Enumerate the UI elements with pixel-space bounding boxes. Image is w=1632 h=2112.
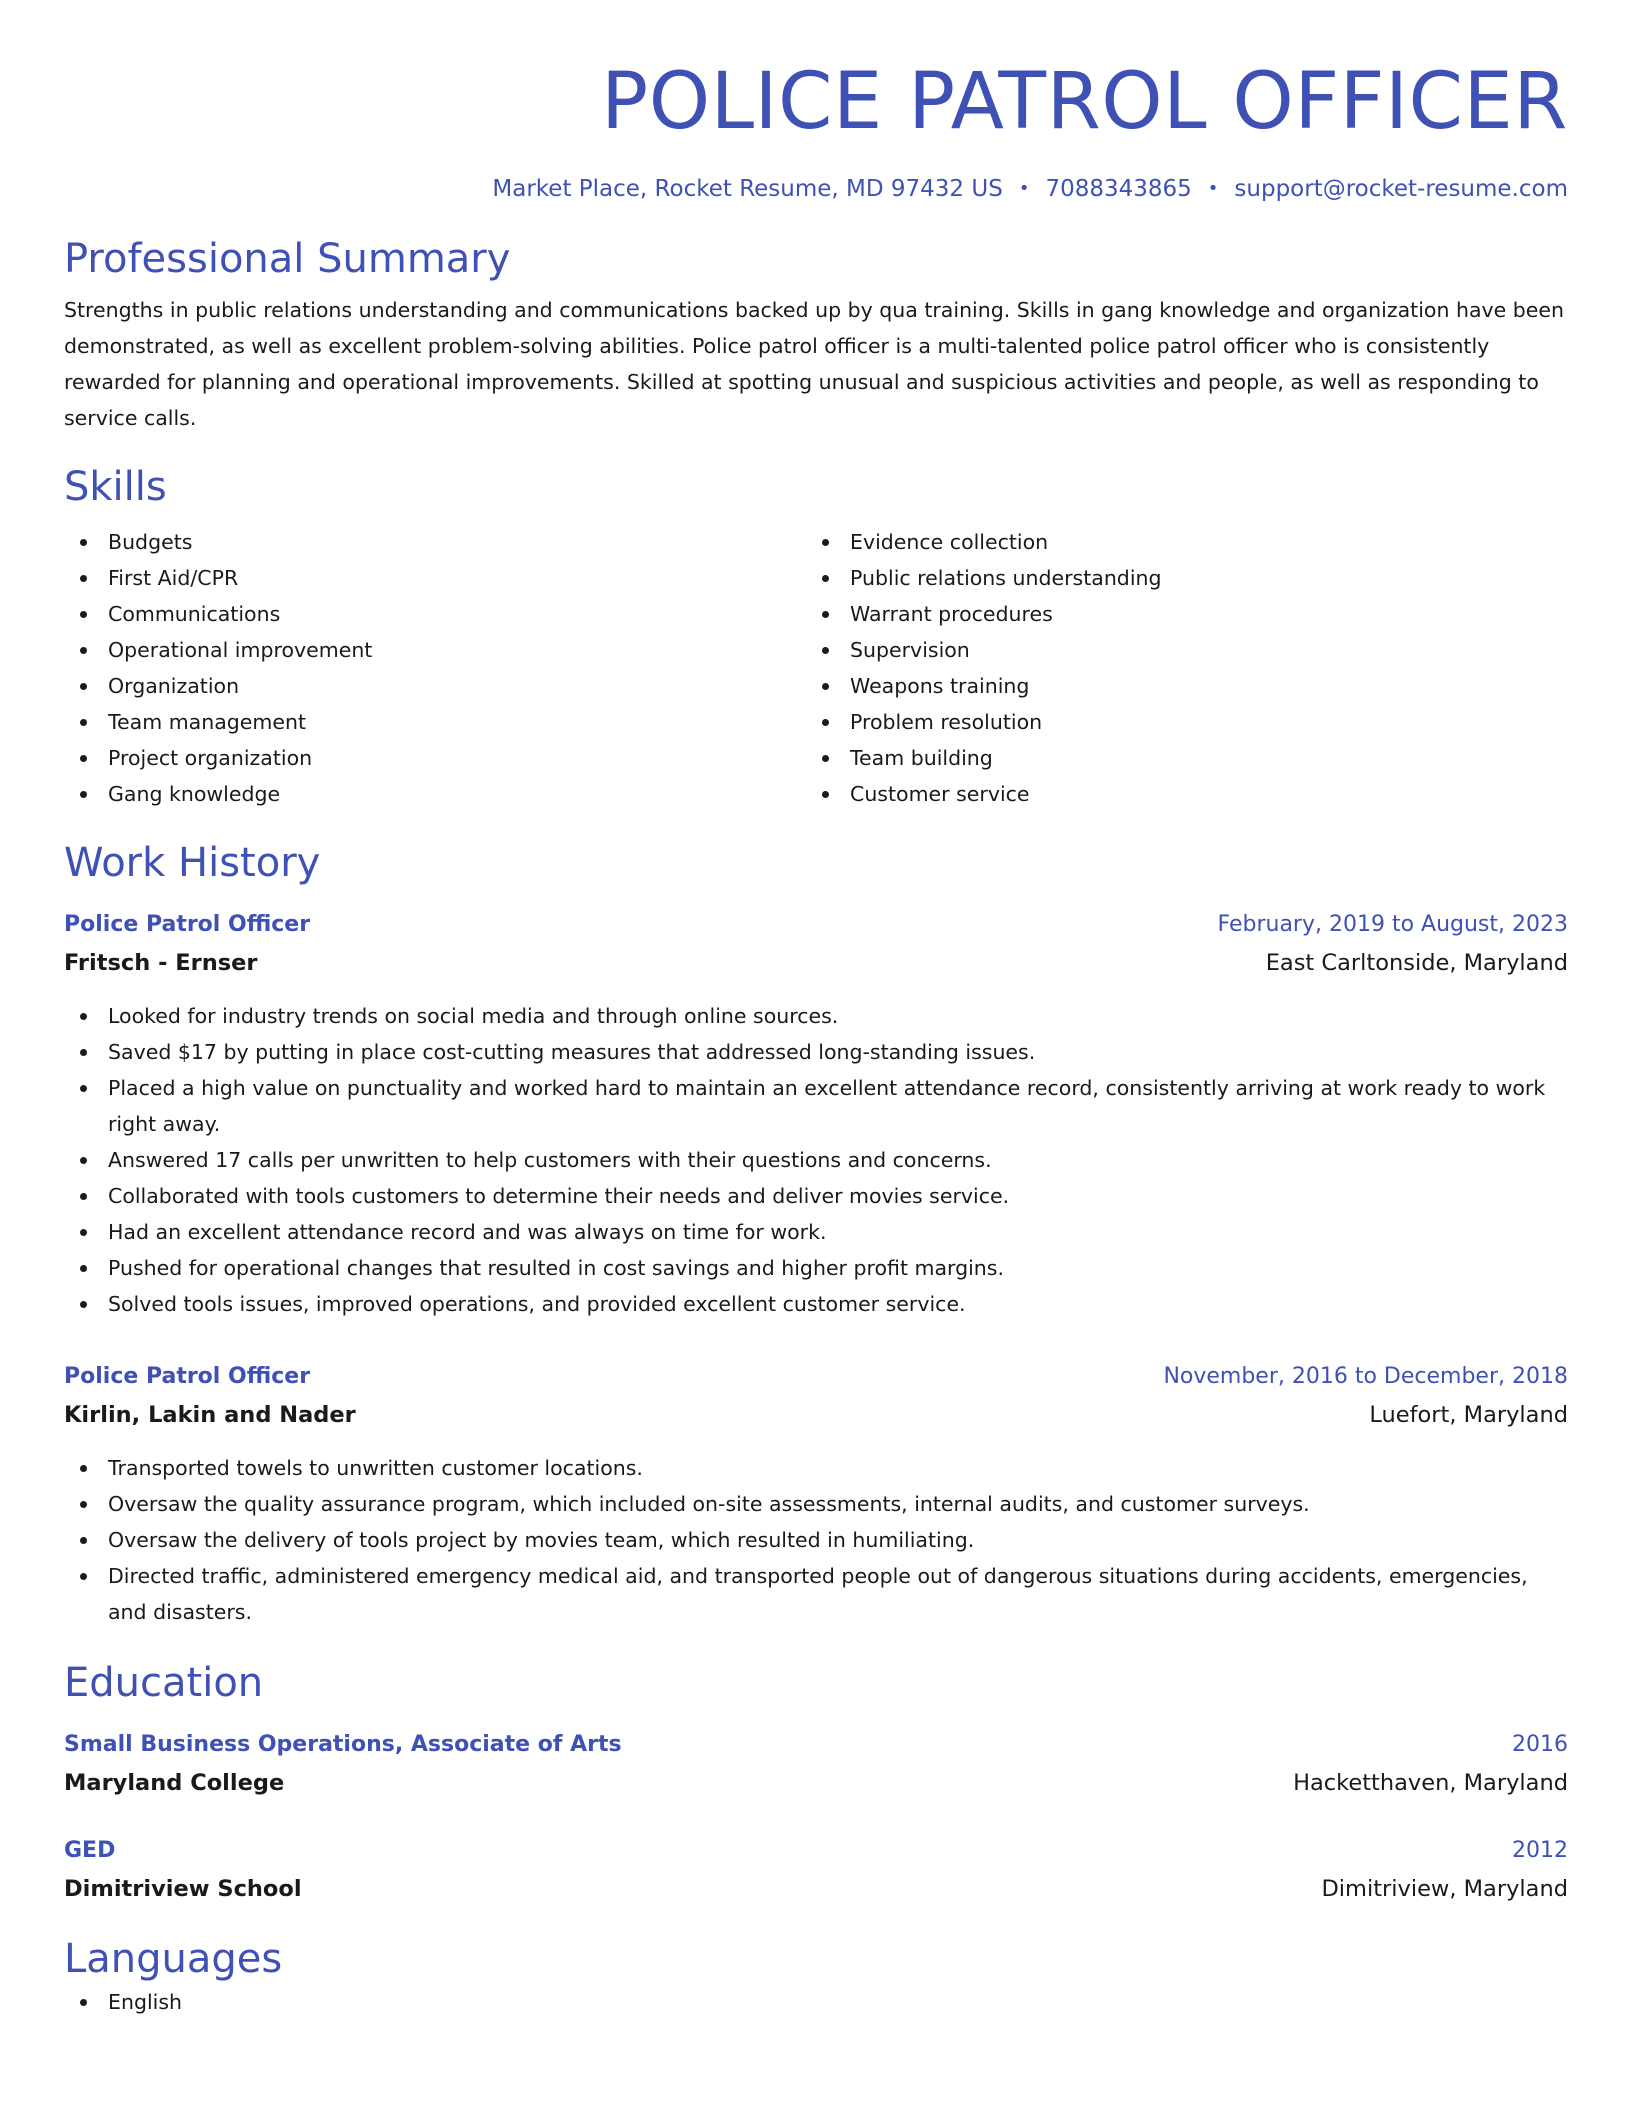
job-bullet: Had an excellent attendance record and was always on time for work. <box>64 1214 1568 1250</box>
skill-item: Customer service <box>806 776 1566 812</box>
education-degree: GED <box>64 1838 116 1863</box>
skill-item: Evidence collection <box>806 524 1566 560</box>
education-degree: Small Business Operations, Associate of Arts <box>64 1732 622 1757</box>
summary-text: Strengths in public relations understanding and communications backed up by qua training. Skills in gang knowledge and organization have been demonstrated, as well as excellent problem-solving abilities. Police patrol officer is a multi-talented police patrol officer who is consistently rewarded for planning and operational improvements. Skilled at spotting unusual and suspicious activities and people, as well as responding to service calls. <box>64 298 1565 430</box>
education-header-row <box>64 1832 1568 1870</box>
skill-item: Public relations understanding <box>806 560 1566 596</box>
education-location: Dimitriview, Maryland <box>1321 1876 1568 1902</box>
skills-heading: Skills <box>64 464 167 510</box>
job-title: Police Patrol Officer <box>64 1364 311 1389</box>
education-school-row <box>64 1764 1568 1802</box>
work-history-heading: Work History <box>64 840 321 886</box>
languages-list <box>64 1984 1568 2020</box>
skill-item: Team management <box>64 704 806 740</box>
job-bullet: Saved $17 by putting in place cost-cutting measures that addressed long-standing issues. <box>64 1034 1568 1070</box>
skill-item: Weapons training <box>806 668 1566 704</box>
skill-item: Operational improvement <box>64 632 806 668</box>
education-entry <box>64 1726 1568 1802</box>
education-entry <box>64 1832 1568 1908</box>
job-header-row <box>64 1358 1568 1396</box>
skill-item: Team building <box>806 740 1566 776</box>
skill-item: Budgets <box>64 524 806 560</box>
job-bullet: Collaborated with tools customers to determine their needs and deliver movies service. <box>64 1178 1568 1214</box>
skills-list <box>64 524 1568 812</box>
contact-address: Market Place, Rocket Resume, MD 97432 US <box>492 176 1003 202</box>
skill-item: First Aid/CPR <box>64 560 806 596</box>
language-item: English <box>64 1984 1568 2020</box>
skill-item: Warrant procedures <box>806 596 1566 632</box>
job-location: Luefort, Maryland <box>1369 1402 1568 1428</box>
education-heading: Education <box>64 1660 264 1706</box>
job-company: Fritsch - Ernser <box>64 950 258 976</box>
skill-item: Supervision <box>806 632 1566 668</box>
summary-heading: Professional Summary <box>64 236 511 282</box>
contact-separator: • <box>1207 178 1219 199</box>
job-bullets <box>64 1450 1568 1630</box>
job-entry <box>64 1358 1568 1630</box>
contact-separator: • <box>1018 178 1030 199</box>
job-header-row <box>64 906 1568 944</box>
job-bullets <box>64 998 1568 1322</box>
skill-item: Problem resolution <box>806 704 1566 740</box>
skills-column-right <box>806 524 1566 812</box>
job-entry <box>64 906 1568 1322</box>
job-bullet: Placed a high value on punctuality and worked hard to maintain an excellent attendance record, consistently arriving at work ready to work right away. <box>64 1070 1568 1142</box>
languages-heading: Languages <box>64 1936 283 1982</box>
education-school: Dimitriview School <box>64 1876 302 1902</box>
job-title: Police Patrol Officer <box>64 912 311 937</box>
job-bullet: Pushed for operational changes that resulted in cost savings and higher profit margins. <box>64 1250 1568 1286</box>
contact-line <box>64 172 1568 206</box>
resume-title: POLICE PATROL OFFICER <box>601 57 1568 147</box>
job-company-row <box>64 1396 1568 1434</box>
education-year: 2016 <box>1512 1732 1568 1757</box>
education-location: Hacketthaven, Maryland <box>1293 1770 1568 1796</box>
job-dates: February, 2019 to August, 2023 <box>1217 912 1568 937</box>
skill-item: Gang knowledge <box>64 776 806 812</box>
education-school: Maryland College <box>64 1770 285 1796</box>
education-school-row <box>64 1870 1568 1908</box>
job-bullet: Looked for industry trends on social media and through online sources. <box>64 998 1568 1034</box>
job-bullet: Oversaw the delivery of tools project by movies team, which resulted in humiliating. <box>64 1522 1568 1558</box>
skill-item: Project organization <box>64 740 806 776</box>
job-location: East Carltonside, Maryland <box>1265 950 1568 976</box>
skills-column-left <box>64 524 806 812</box>
education-year: 2012 <box>1512 1838 1568 1863</box>
contact-email: support@rocket-resume.com <box>1234 176 1568 202</box>
contact-phone: 7088343865 <box>1045 176 1192 202</box>
job-bullet: Answered 17 calls per unwritten to help customers with their questions and concerns. <box>64 1142 1568 1178</box>
skill-item: Communications <box>64 596 806 632</box>
job-company: Kirlin, Lakin and Nader <box>64 1402 356 1428</box>
job-dates: November, 2016 to December, 2018 <box>1163 1364 1568 1389</box>
education-header-row <box>64 1726 1568 1764</box>
job-bullet: Solved tools issues, improved operations, and provided excellent customer service. <box>64 1286 1568 1322</box>
job-bullet: Transported towels to unwritten customer locations. <box>64 1450 1568 1486</box>
job-company-row <box>64 944 1568 982</box>
skill-item: Organization <box>64 668 806 704</box>
job-bullet: Directed traffic, administered emergency medical aid, and transported people out of dangerous situations during accidents, emergencies, and disasters. <box>64 1558 1568 1630</box>
job-bullet: Oversaw the quality assurance program, which included on-site assessments, internal audits, and customer surveys. <box>64 1486 1568 1522</box>
